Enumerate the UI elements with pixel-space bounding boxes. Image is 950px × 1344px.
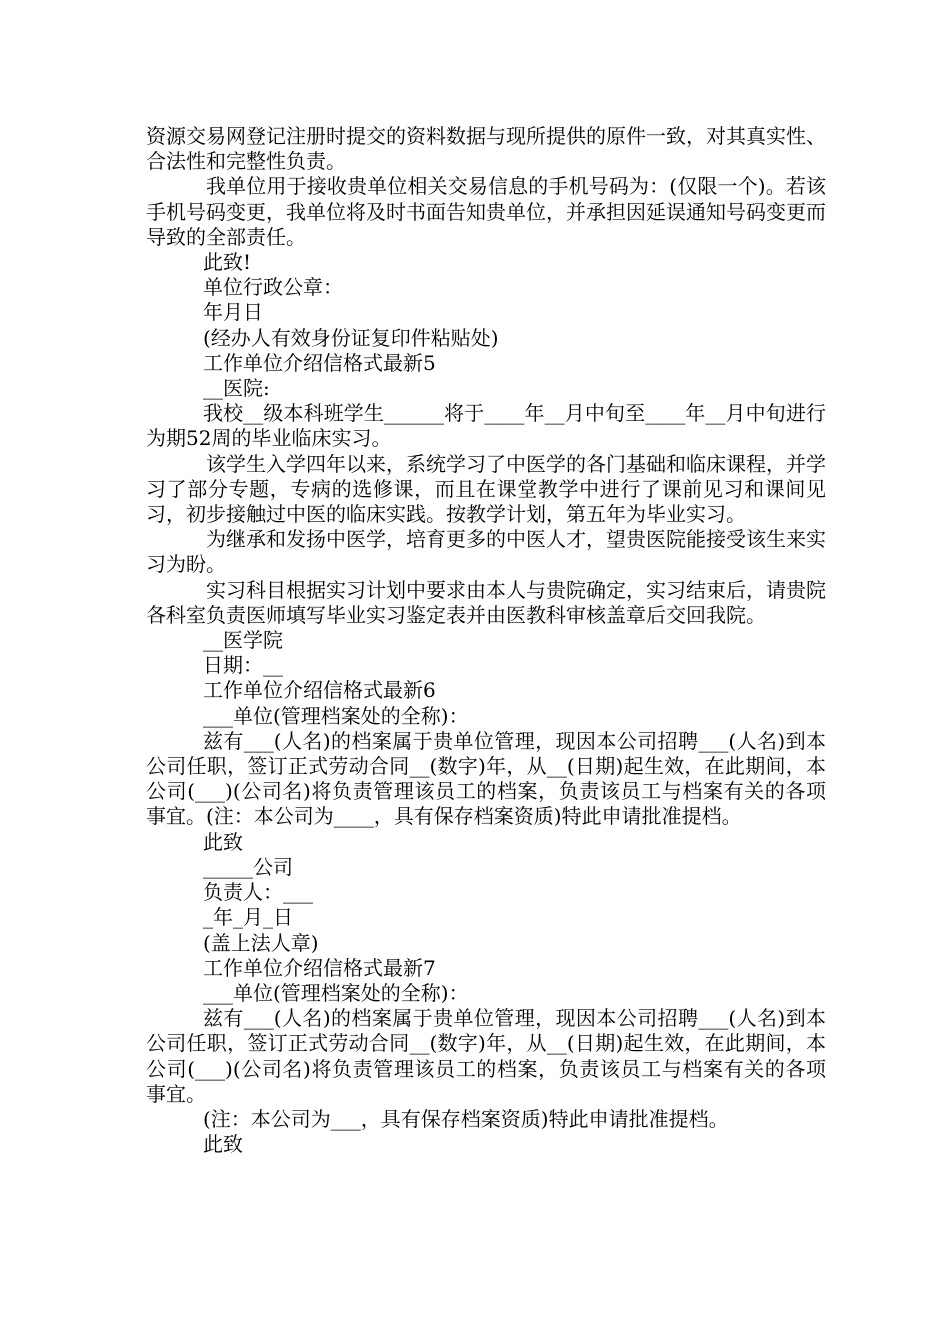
note-qualification-7: (注：本公司为___，具有保存档案资质)特此申请批准提档。 — [203, 1106, 729, 1131]
unit-seal-label: 单位行政公章： — [203, 275, 343, 300]
recipient-unit-7: ___单位(管理档案处的全称)： — [203, 980, 469, 1005]
date-line: 年月日 — [203, 300, 263, 325]
recipient-unit-6: ___单位(管理档案处的全称)： — [203, 703, 469, 728]
signature-date-6: _年_月_日 — [203, 905, 293, 930]
section-heading-7: 工作单位介绍信格式最新7 — [203, 955, 436, 980]
closing-6: 此致 — [203, 829, 243, 854]
paragraph-internship-dates: 我校__级本科班学生______将于____年__月中旬至____年__月中旬进行为期52周的毕业临床实习。 — [146, 401, 826, 451]
signature-college: __医学院 — [203, 628, 283, 653]
salutation-closing: 此致! — [203, 250, 252, 275]
paragraph-phone-number: 我单位用于接收贵单位相关交易信息的手机号码为：(仅限一个)。若该手机号码变更，我单位将及时书面告知贵单位，并承担因延误通知号码变更而导致的全部责任。 — [146, 174, 826, 249]
paragraph-archive-6: 兹有___(人名)的档案属于贵单位管理，现因本公司招聘___(人名)到本公司任职，签订正式劳动合同__(数字)年，从__(日期)起生效，在此期间，本公司(___)(公司名)将负责管理该员工的档案，负责该员工与档案有关的各项事宜。(注：本公司为____，具有保存档案资质)特此申请批准提档。 — [146, 728, 826, 829]
document-body — [146, 124, 826, 1157]
section-heading-6: 工作单位介绍信格式最新6 — [203, 678, 436, 703]
signature-company: _____公司 — [203, 854, 293, 879]
signature-person-in-charge: 负责人：___ — [203, 880, 313, 905]
paragraph-student-study: 该学生入学四年以来，系统学习了中医学的各门基础和临床课程，并学习了部分专题，专病的选修课，而且在课堂教学中进行了课前见习和课间见习，初步接触过中医的临床实践。按教学计划，第五年为毕业实习。 — [146, 451, 826, 527]
paragraph-internship-subjects: 实习科目根据实习计划中要求由本人与贵院确定，实习结束后，请贵院各科室负责医师填写毕业实习鉴定表并由医教科审核盖章后交回我院。 — [146, 577, 826, 627]
closing-7: 此致 — [203, 1132, 243, 1157]
paragraph-request: 为继承和发扬中医学，培育更多的中医人才，望贵医院能接受该生来实习为盼。 — [146, 527, 826, 577]
signature-date: 日期：__ — [203, 653, 283, 678]
paragraph-archive-7: 兹有___(人名)的档案属于贵单位管理，现因本公司招聘___(人名)到本公司任职，签订正式劳动合同__(数字)年，从__(日期)起生效，在此期间，本公司(___)(公司名)将负责管理该员工的档案，负责该员工与档案有关的各项事宜。 — [146, 1006, 826, 1106]
legal-seal-note: (盖上法人章) — [203, 930, 319, 955]
recipient-hospital: __医院: — [203, 376, 270, 401]
id-copy-note: (经办人有效身份证复印件粘贴处) — [203, 325, 499, 350]
section-heading-5: 工作单位介绍信格式最新5 — [203, 350, 436, 375]
paragraph-authenticity: 资源交易网登记注册时提交的资料数据与现所提供的原件一致，对其真实性、合法性和完整性负责。 — [146, 124, 826, 174]
